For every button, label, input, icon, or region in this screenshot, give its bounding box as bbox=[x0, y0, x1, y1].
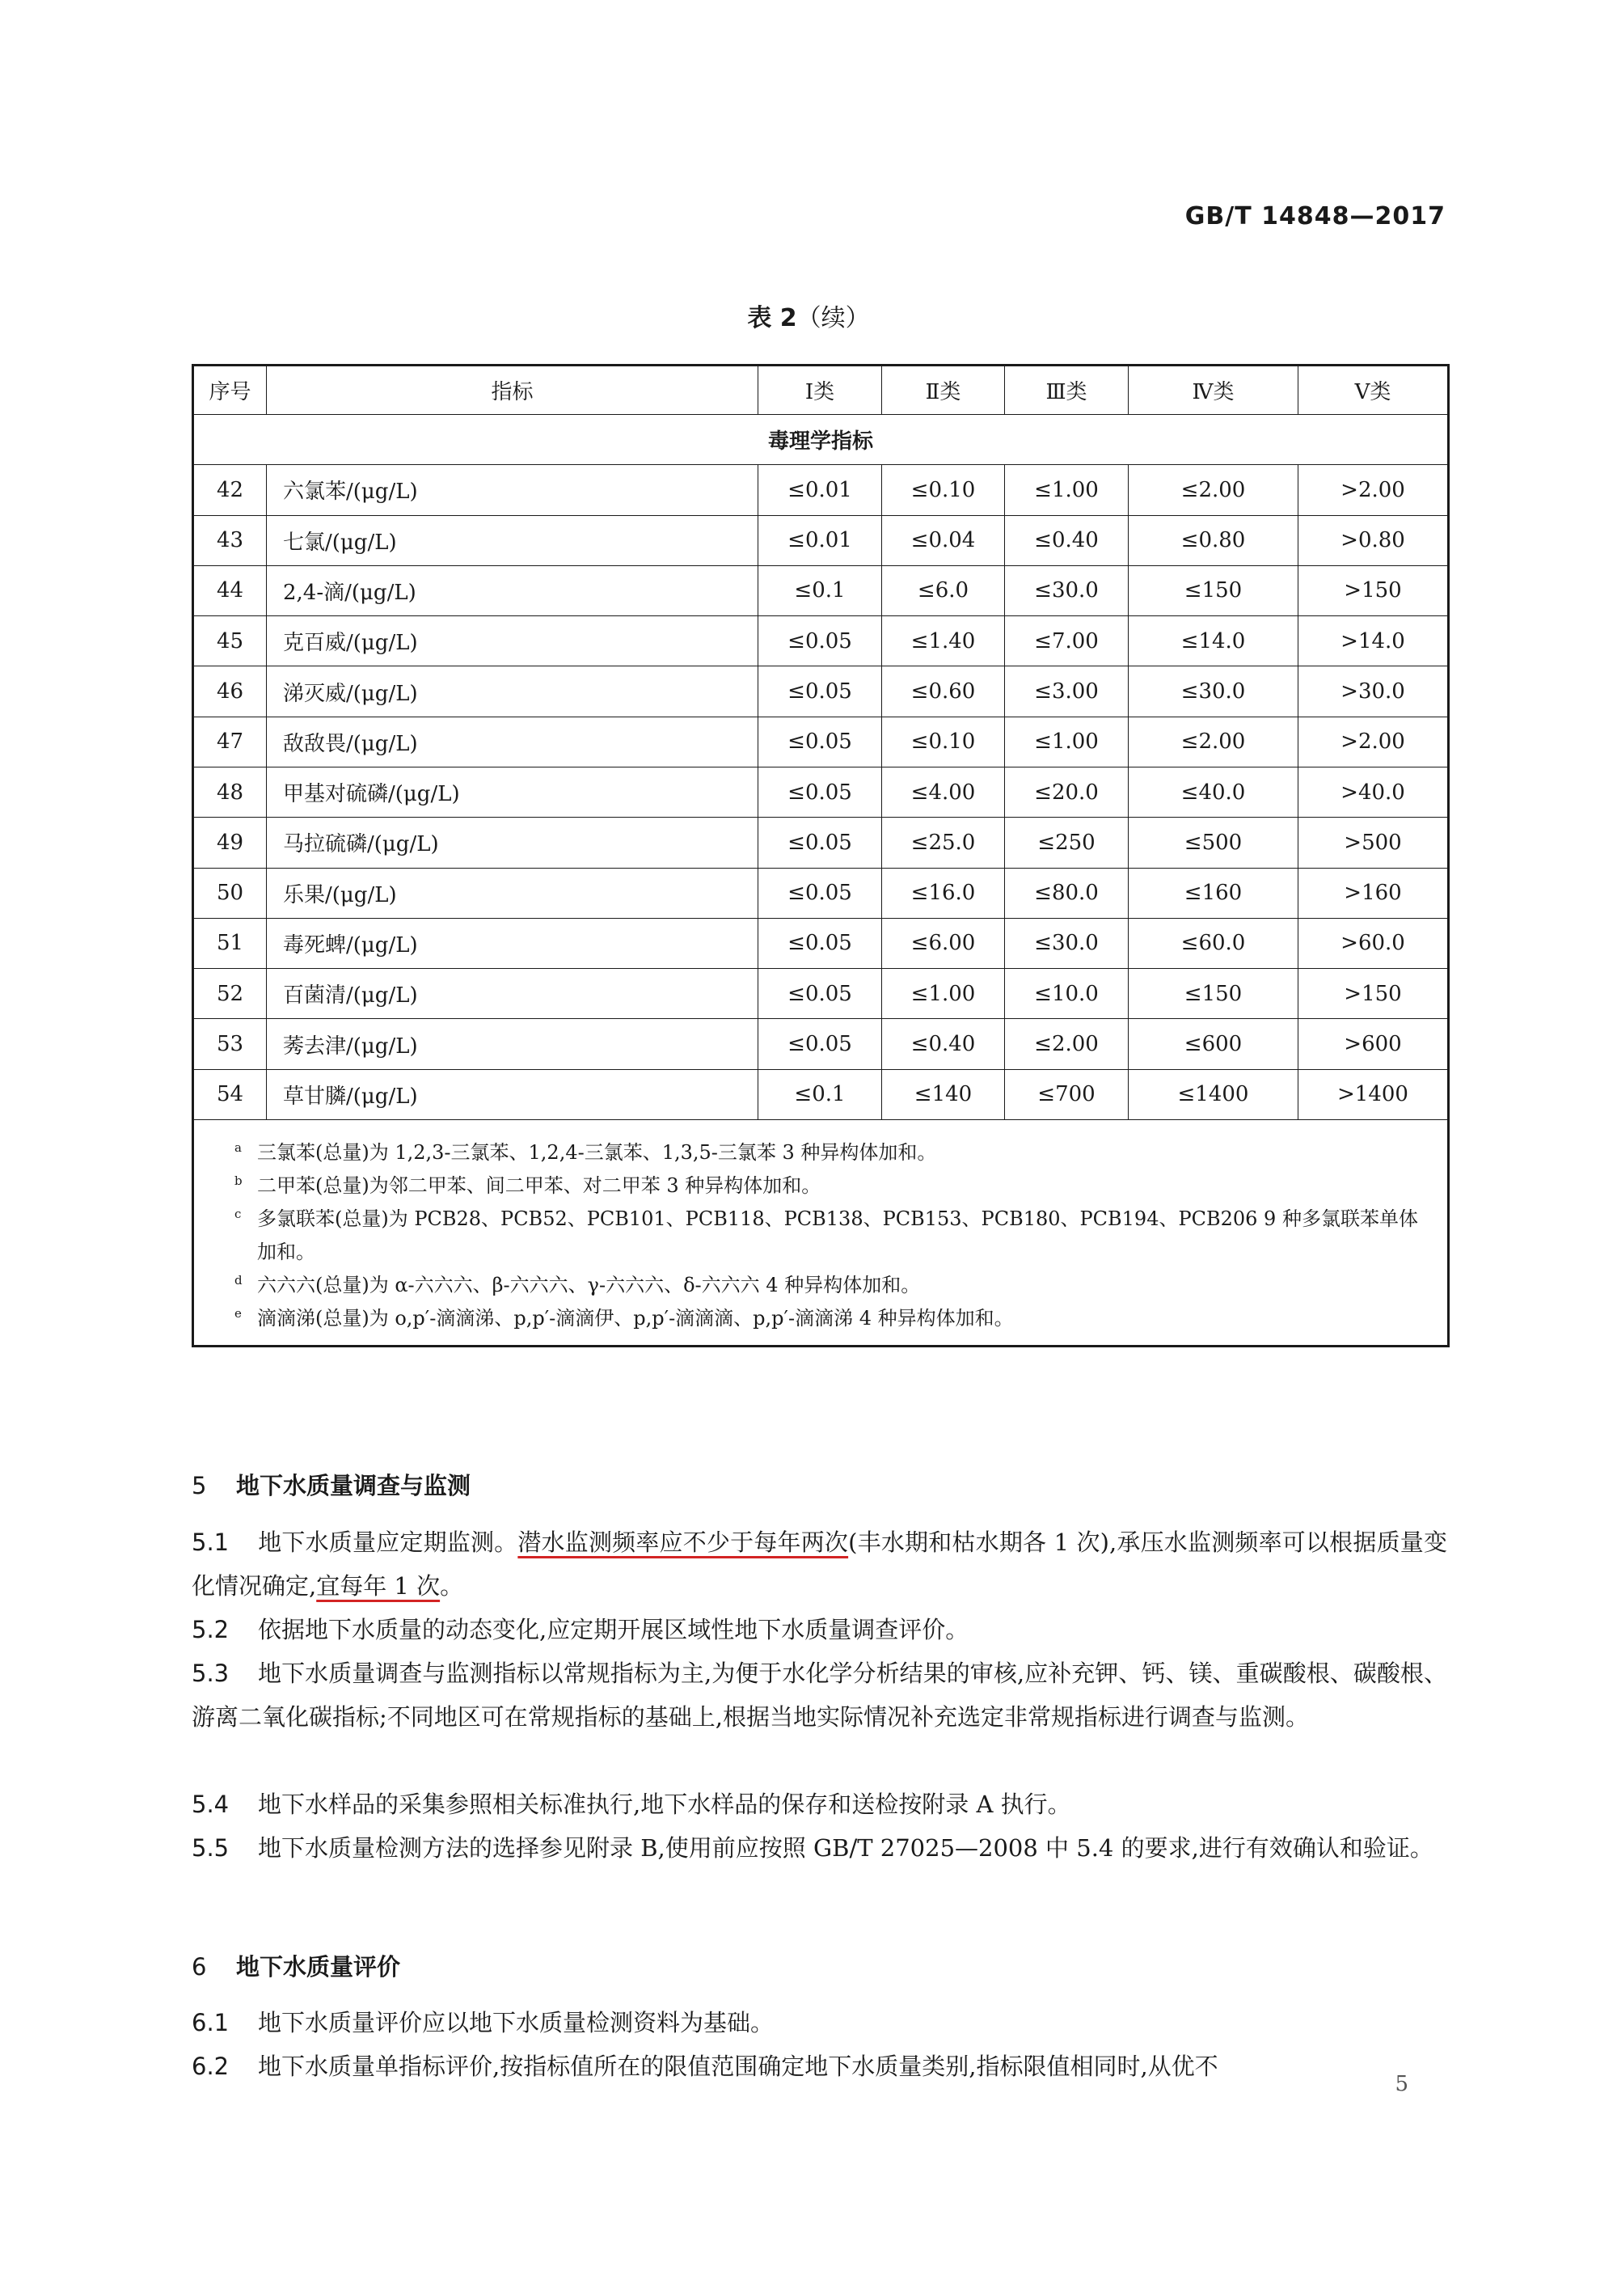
page-number: 5 bbox=[1395, 2072, 1408, 2096]
class-1-limit: ≤0.01 bbox=[758, 465, 882, 515]
section-6-number: 6 bbox=[192, 1953, 207, 1981]
table-note bbox=[234, 1136, 1423, 1169]
class-2-limit: ≤25.0 bbox=[882, 818, 1005, 868]
clause-6-2 bbox=[192, 2044, 1447, 2088]
table-row bbox=[193, 565, 1449, 615]
class-2-limit: ≤16.0 bbox=[882, 868, 1005, 918]
class-2-limit: ≤1.40 bbox=[882, 616, 1005, 666]
class-3-limit: ≤20.0 bbox=[1005, 767, 1129, 817]
class-5-limit: >30.0 bbox=[1298, 666, 1449, 717]
class-2-limit: ≤6.0 bbox=[882, 565, 1005, 615]
section-5-title: 地下水质量调查与监测 bbox=[236, 1472, 471, 1499]
table-notes-row bbox=[193, 1120, 1449, 1347]
row-index: 48 bbox=[193, 767, 267, 817]
class-5-limit: >150 bbox=[1298, 969, 1449, 1019]
note-mark: c bbox=[234, 1207, 242, 1221]
table-row bbox=[193, 717, 1449, 767]
row-index: 44 bbox=[193, 565, 267, 615]
class-3-limit: ≤1.00 bbox=[1005, 465, 1129, 515]
note-text: 六六六(总量)为 α-六六六、β-六六六、γ-六六六、δ-六六六 4 种异构体加和。 bbox=[257, 1274, 921, 1296]
table-row bbox=[193, 818, 1449, 868]
row-index: 50 bbox=[193, 868, 267, 918]
class-4-limit: ≤0.80 bbox=[1129, 515, 1298, 565]
clause-5-3 bbox=[192, 1651, 1447, 1739]
class-2-limit: ≤0.40 bbox=[882, 1019, 1005, 1069]
class-4-limit: ≤30.0 bbox=[1129, 666, 1298, 717]
row-index: 54 bbox=[193, 1069, 267, 1119]
class-3-limit: ≤7.00 bbox=[1005, 616, 1129, 666]
class-5-limit: >2.00 bbox=[1298, 465, 1449, 515]
clause-5-2-number: 5.2 bbox=[192, 1616, 230, 1643]
row-index: 43 bbox=[193, 515, 267, 565]
table-row bbox=[193, 465, 1449, 515]
note-text: 多氯联苯(总量)为 PCB28、PCB52、PCB101、PCB118、PCB138、PCB153、PCB180、PCB194、PCB206 9 种多氯联苯单体加和。 bbox=[257, 1207, 1418, 1263]
note-mark: a bbox=[234, 1140, 242, 1155]
table-row bbox=[193, 918, 1449, 968]
class-1-limit: ≤0.1 bbox=[758, 1069, 882, 1119]
note-text: 二甲苯(总量)为邻二甲苯、间二甲苯、对二甲苯 3 种异构体加和。 bbox=[257, 1174, 821, 1197]
clause-6-1-text: 地下水质量评价应以地下水质量检测资料为基础。 bbox=[258, 2009, 775, 2036]
table-header-row bbox=[193, 366, 1449, 415]
row-index: 45 bbox=[193, 616, 267, 666]
class-4-limit: ≤2.00 bbox=[1129, 465, 1298, 515]
col-header-class-2: Ⅱ类 bbox=[882, 366, 1005, 415]
clause-6-1-number: 6.1 bbox=[192, 2009, 230, 2036]
table-caption-suffix: （续） bbox=[796, 304, 870, 332]
class-2-limit: ≤6.00 bbox=[882, 918, 1005, 968]
clause-5-1-text-3: (丰水期和枯水期各 1 次),承压水监测频率可以根据质量变化情况确定, bbox=[192, 1529, 1447, 1600]
clause-5-1-text-5: 。 bbox=[440, 1572, 464, 1600]
row-index: 53 bbox=[193, 1019, 267, 1069]
clause-5-1 bbox=[192, 1520, 1447, 1608]
class-4-limit: ≤500 bbox=[1129, 818, 1298, 868]
table-notes bbox=[193, 1120, 1449, 1347]
table-note bbox=[234, 1203, 1423, 1269]
table-row bbox=[193, 666, 1449, 717]
row-index: 42 bbox=[193, 465, 267, 515]
row-index: 47 bbox=[193, 717, 267, 767]
class-1-limit: ≤0.05 bbox=[758, 666, 882, 717]
clause-6-2-number: 6.2 bbox=[192, 2053, 230, 2080]
class-3-limit: ≤700 bbox=[1005, 1069, 1129, 1119]
class-3-limit: ≤0.40 bbox=[1005, 515, 1129, 565]
table-row bbox=[193, 1069, 1449, 1119]
clause-6-1 bbox=[192, 2001, 1447, 2044]
class-3-limit: ≤3.00 bbox=[1005, 666, 1129, 717]
class-1-limit: ≤0.05 bbox=[758, 818, 882, 868]
class-1-limit: ≤0.05 bbox=[758, 918, 882, 968]
class-5-limit: >14.0 bbox=[1298, 616, 1449, 666]
note-mark: b bbox=[234, 1173, 243, 1188]
class-1-limit: ≤0.05 bbox=[758, 969, 882, 1019]
indicator-name: 甲基对硫磷/(μg/L) bbox=[267, 767, 758, 817]
class-4-limit: ≤160 bbox=[1129, 868, 1298, 918]
class-1-limit: ≤0.05 bbox=[758, 1019, 882, 1069]
indicator-name: 克百威/(μg/L) bbox=[267, 616, 758, 666]
table-row bbox=[193, 767, 1449, 817]
limits-table bbox=[192, 364, 1450, 1347]
section-6-title: 地下水质量评价 bbox=[236, 1953, 401, 1981]
class-1-limit: ≤0.05 bbox=[758, 868, 882, 918]
class-1-limit: ≤0.05 bbox=[758, 767, 882, 817]
class-5-limit: >500 bbox=[1298, 818, 1449, 868]
note-mark: e bbox=[234, 1306, 242, 1321]
row-index: 51 bbox=[193, 918, 267, 968]
table-row bbox=[193, 515, 1449, 565]
class-1-limit: ≤0.05 bbox=[758, 616, 882, 666]
class-3-limit: ≤1.00 bbox=[1005, 717, 1129, 767]
class-4-limit: ≤60.0 bbox=[1129, 918, 1298, 968]
clause-5-3-number: 5.3 bbox=[192, 1660, 230, 1687]
indicator-name: 乐果/(μg/L) bbox=[267, 868, 758, 918]
clause-5-2 bbox=[192, 1608, 1447, 1651]
clause-5-1-underlined-1: 潜水监测频率应不少于每年两次 bbox=[517, 1529, 849, 1556]
table-caption bbox=[0, 298, 1617, 333]
class-2-limit: ≤0.10 bbox=[882, 717, 1005, 767]
class-1-limit: ≤0.05 bbox=[758, 717, 882, 767]
class-5-limit: >1400 bbox=[1298, 1069, 1449, 1119]
class-5-limit: >60.0 bbox=[1298, 918, 1449, 968]
indicator-name: 百菌清/(μg/L) bbox=[267, 969, 758, 1019]
indicator-name: 马拉硫磷/(μg/L) bbox=[267, 818, 758, 868]
table-row bbox=[193, 1019, 1449, 1069]
indicator-name: 草甘膦/(μg/L) bbox=[267, 1069, 758, 1119]
indicator-name: 毒死蜱/(μg/L) bbox=[267, 918, 758, 968]
class-3-limit: ≤2.00 bbox=[1005, 1019, 1129, 1069]
table-row bbox=[193, 969, 1449, 1019]
indicator-name: 莠去津/(μg/L) bbox=[267, 1019, 758, 1069]
table-caption-name: 表 2 bbox=[747, 304, 797, 332]
col-header-index: 序号 bbox=[193, 366, 267, 415]
section-5-number: 5 bbox=[192, 1472, 207, 1499]
class-2-limit: ≤4.00 bbox=[882, 767, 1005, 817]
class-5-limit: >160 bbox=[1298, 868, 1449, 918]
table-note bbox=[234, 1269, 1423, 1302]
table-note bbox=[234, 1302, 1423, 1335]
class-2-limit: ≤0.10 bbox=[882, 465, 1005, 515]
row-index: 52 bbox=[193, 969, 267, 1019]
col-header-class-5: Ⅴ类 bbox=[1298, 366, 1449, 415]
clause-5-1-number: 5.1 bbox=[192, 1529, 230, 1556]
section-6-heading bbox=[192, 1949, 400, 1982]
clause-5-4 bbox=[192, 1782, 1447, 1826]
class-3-limit: ≤10.0 bbox=[1005, 969, 1129, 1019]
col-header-indicator: 指标 bbox=[267, 366, 758, 415]
table-section-row bbox=[193, 415, 1449, 465]
col-header-class-3: Ⅲ类 bbox=[1005, 366, 1129, 415]
row-index: 49 bbox=[193, 818, 267, 868]
class-4-limit: ≤1400 bbox=[1129, 1069, 1298, 1119]
class-2-limit: ≤0.60 bbox=[882, 666, 1005, 717]
clause-5-4-text: 地下水样品的采集参照相关标准执行,地下水样品的保存和送检按附录 A 执行。 bbox=[258, 1791, 1071, 1818]
indicator-name: 七氯/(μg/L) bbox=[267, 515, 758, 565]
table-note bbox=[234, 1169, 1423, 1203]
class-4-limit: ≤150 bbox=[1129, 565, 1298, 615]
indicator-name: 2,4-滴/(μg/L) bbox=[267, 565, 758, 615]
clause-5-1-underlined-2: 宜每年 1 次 bbox=[316, 1572, 441, 1600]
class-5-limit: >0.80 bbox=[1298, 515, 1449, 565]
col-header-class-4: Ⅳ类 bbox=[1129, 366, 1298, 415]
class-3-limit: ≤80.0 bbox=[1005, 868, 1129, 918]
class-1-limit: ≤0.1 bbox=[758, 565, 882, 615]
clause-5-5-number: 5.5 bbox=[192, 1834, 230, 1862]
clause-5-2-text: 依据地下水质量的动态变化,应定期开展区域性地下水质量调查评价。 bbox=[258, 1616, 969, 1643]
standard-code: GB/T 14848—2017 bbox=[1184, 202, 1446, 230]
section-title: 毒理学指标 bbox=[193, 415, 1449, 465]
note-text: 滴滴涕(总量)为 o,p′-滴滴涕、p,p′-滴滴伊、p,p′-滴滴滴、p,p′-滴滴涕 4 种异构体加和。 bbox=[257, 1307, 1014, 1330]
clause-5-5-text: 地下水质量检测方法的选择参见附录 B,使用前应按照 GB/T 27025—2008 中 5.4 的要求,进行有效确认和验证。 bbox=[258, 1834, 1433, 1862]
class-4-limit: ≤2.00 bbox=[1129, 717, 1298, 767]
class-5-limit: >40.0 bbox=[1298, 767, 1449, 817]
indicator-name: 敌敌畏/(μg/L) bbox=[267, 717, 758, 767]
class-2-limit: ≤140 bbox=[882, 1069, 1005, 1119]
class-3-limit: ≤30.0 bbox=[1005, 565, 1129, 615]
class-2-limit: ≤1.00 bbox=[882, 969, 1005, 1019]
clause-5-5 bbox=[192, 1826, 1447, 1870]
clause-5-4-number: 5.4 bbox=[192, 1791, 230, 1818]
indicator-name: 六氯苯/(μg/L) bbox=[267, 465, 758, 515]
class-1-limit: ≤0.01 bbox=[758, 515, 882, 565]
col-header-class-1: Ⅰ类 bbox=[758, 366, 882, 415]
class-5-limit: >600 bbox=[1298, 1019, 1449, 1069]
clause-6-2-text: 地下水质量单指标评价,按指标值所在的限值范围确定地下水质量类别,指标限值相同时,从优不 bbox=[258, 2053, 1218, 2080]
section-5-heading bbox=[192, 1468, 471, 1501]
class-4-limit: ≤40.0 bbox=[1129, 767, 1298, 817]
class-4-limit: ≤14.0 bbox=[1129, 616, 1298, 666]
note-text: 三氯苯(总量)为 1,2,3-三氯苯、1,2,4-三氯苯、1,3,5-三氯苯 3 种异构体加和。 bbox=[257, 1141, 937, 1164]
class-5-limit: >2.00 bbox=[1298, 717, 1449, 767]
row-index: 46 bbox=[193, 666, 267, 717]
class-2-limit: ≤0.04 bbox=[882, 515, 1005, 565]
indicator-name: 涕灭威/(μg/L) bbox=[267, 666, 758, 717]
class-5-limit: >150 bbox=[1298, 565, 1449, 615]
clause-5-3-text: 地下水质量调查与监测指标以常规指标为主,为便于水化学分析结果的审核,应补充钾、钙、镁、重碳酸根、碳酸根、游离二氧化碳指标;不同地区可在常规指标的基础上,根据当地实际情况补充选定非常规指标进行调查与监测。 bbox=[192, 1660, 1447, 1731]
class-3-limit: ≤250 bbox=[1005, 818, 1129, 868]
table-row bbox=[193, 616, 1449, 666]
class-4-limit: ≤600 bbox=[1129, 1019, 1298, 1069]
clause-5-1-text-1: 地下水质量应定期监测。 bbox=[258, 1529, 518, 1556]
class-3-limit: ≤30.0 bbox=[1005, 918, 1129, 968]
table-row bbox=[193, 868, 1449, 918]
note-mark: d bbox=[234, 1273, 243, 1288]
class-4-limit: ≤150 bbox=[1129, 969, 1298, 1019]
